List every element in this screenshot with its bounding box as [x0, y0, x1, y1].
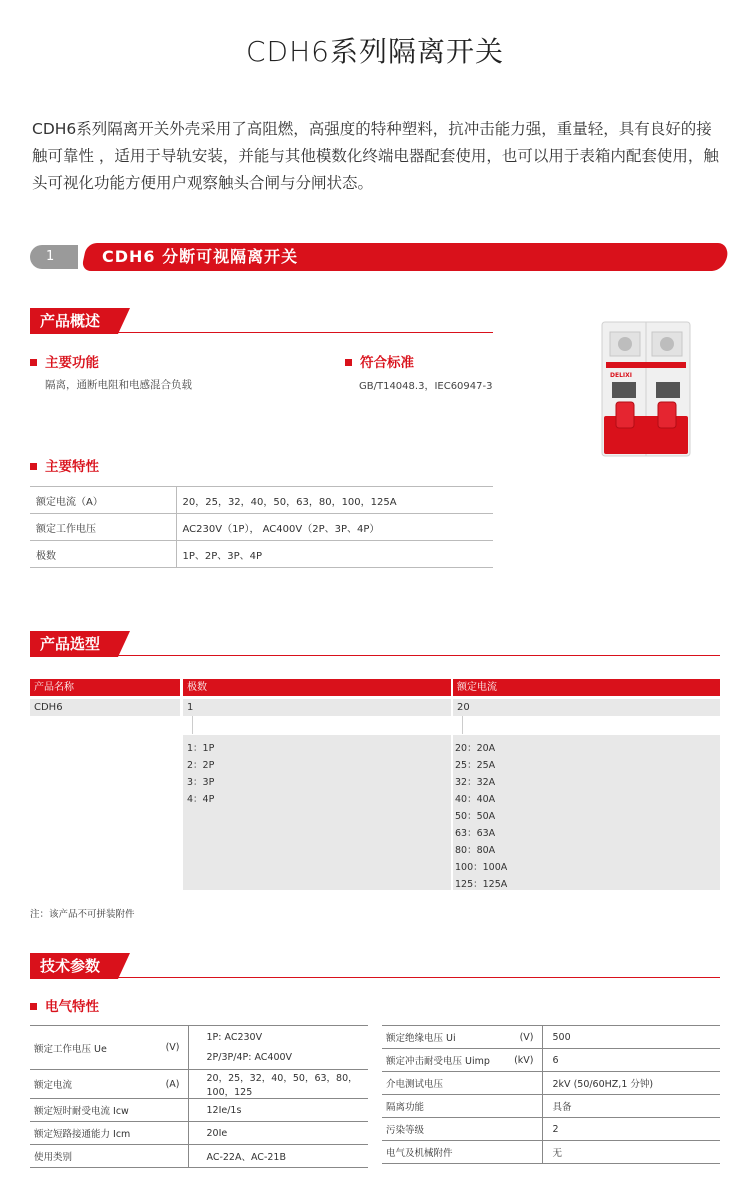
selection-header-poles: 极数	[183, 679, 451, 696]
feature-key: 极数	[30, 541, 176, 568]
intro-paragraph: CDH6系列隔离开关外壳采用了高阻燃，高强度的特种塑料，抗冲击能力强，重量轻，具有良好的接触可靠性 ，适用于导轨安装，并能与其他模数化终端电器配套使用，也可以用于表箱内配套使用，触头可视化功能方便用户观察触头合闸与分闸状态。	[32, 120, 719, 192]
tech-divider	[30, 977, 720, 978]
param-value	[188, 1026, 368, 1070]
list-item: 20：20A	[455, 743, 496, 754]
standard-text: GB/T14048.3，IEC60947-3	[359, 381, 493, 392]
list-item: 3：3P	[187, 777, 215, 788]
param-unit: (V)	[160, 1026, 188, 1070]
table-row	[382, 1026, 720, 1049]
brand-logo: DELIXI	[610, 372, 632, 379]
current-options	[453, 735, 720, 890]
selection-header-current: 额定电流	[453, 679, 720, 696]
param-value: 无	[542, 1141, 720, 1164]
table-row	[382, 1141, 720, 1164]
param-unit	[160, 1099, 188, 1122]
list-item: 2：2P	[187, 760, 215, 771]
page-title: CDH6系列隔离开关	[246, 35, 504, 68]
param-unit	[160, 1145, 188, 1168]
list-item: 50：50A	[455, 811, 496, 822]
selection-cell-current: 20	[453, 699, 720, 716]
param-name: 介电测试电压	[382, 1072, 502, 1095]
product-image	[596, 318, 696, 460]
list-item: 4：4P	[187, 794, 215, 805]
overview-divider	[30, 332, 493, 333]
section-title: CDH6 分断可视隔离开关	[102, 247, 299, 266]
selection-note: 注：该产品不可拼装附件	[30, 909, 135, 920]
connector-line	[462, 716, 463, 734]
param-name: 额定冲击耐受电压 Uimp	[382, 1049, 502, 1072]
electrical-heading: 电气特性	[30, 995, 99, 1015]
param-unit	[502, 1141, 542, 1164]
feature-value: AC230V（1P）， AC400V（2P、3P、4P）	[176, 514, 493, 541]
list-item: 100：100A	[455, 862, 508, 873]
param-unit	[502, 1095, 542, 1118]
selection-divider	[30, 655, 720, 656]
param-value: 2	[542, 1118, 720, 1141]
param-unit: (V)	[502, 1026, 542, 1049]
table-row	[30, 1122, 368, 1145]
electrical-table-right	[382, 1025, 720, 1164]
param-value: 2kV (50/60HZ,1 分钟)	[542, 1072, 720, 1095]
table-row	[30, 1070, 368, 1099]
param-name: 额定工作电压 Ue	[30, 1026, 160, 1070]
tech-tab: 技术参数	[30, 953, 118, 979]
section-number: 1	[30, 245, 78, 269]
list-item: 125：125A	[455, 879, 508, 890]
table-row	[30, 487, 493, 514]
main-function-heading: 主要功能	[30, 351, 99, 371]
param-name: 额定短时耐受电流 Icw	[30, 1099, 160, 1122]
table-row	[30, 1026, 368, 1070]
param-value: AC-22A、AC-21B	[188, 1145, 368, 1168]
list-item: 63：63A	[455, 828, 496, 839]
feature-value: 1P、2P、3P、4P	[176, 541, 493, 568]
feature-key: 额定电流（A）	[30, 487, 176, 514]
list-item: 32：32A	[455, 777, 496, 788]
overview-tab: 产品概述	[30, 308, 118, 334]
standard-heading: 符合标准	[345, 351, 414, 371]
param-name: 电气及机械附件	[382, 1141, 502, 1164]
list-item: 40：40A	[455, 794, 496, 805]
param-value: 500	[542, 1026, 720, 1049]
features-table	[30, 486, 493, 568]
feature-key: 额定工作电压	[30, 514, 176, 541]
list-item: 1：1P	[187, 743, 215, 754]
table-row	[30, 514, 493, 541]
param-value: 6	[542, 1049, 720, 1072]
param-value: 12Ie/1s	[188, 1099, 368, 1122]
param-name: 额定短路接通能力 Icm	[30, 1122, 160, 1145]
table-row	[382, 1072, 720, 1095]
table-row	[382, 1049, 720, 1072]
param-value: 具备	[542, 1095, 720, 1118]
table-row	[30, 1099, 368, 1122]
param-unit: (kV)	[502, 1049, 542, 1072]
selection-cell-poles: 1	[183, 699, 451, 716]
table-row	[30, 1145, 368, 1168]
param-name: 污染等级	[382, 1118, 502, 1141]
param-value: 20Ie	[188, 1122, 368, 1145]
param-name: 使用类别	[30, 1145, 160, 1168]
selection-tab: 产品选型	[30, 631, 118, 657]
param-unit	[160, 1122, 188, 1145]
poles-options	[183, 735, 451, 890]
param-value: 20，25，32，40，50，63，80，100，125	[188, 1070, 368, 1099]
main-function-text: 隔离，通断电阻和电感混合负载	[45, 379, 192, 391]
param-unit: (A)	[160, 1070, 188, 1099]
param-unit	[502, 1118, 542, 1141]
list-item: 80：80A	[455, 845, 496, 856]
param-name: 额定电流	[30, 1070, 160, 1099]
feature-value: 20，25，32，40，50，63，80，100，125A	[176, 487, 493, 514]
electrical-table-left	[30, 1025, 368, 1168]
list-item: 25：25A	[455, 760, 496, 771]
features-heading: 主要特性	[30, 455, 99, 475]
param-value-line: 1P: AC230V	[206, 1031, 263, 1043]
param-value-line: 2P/3P/4P: AC400V	[206, 1051, 293, 1063]
table-row	[382, 1095, 720, 1118]
param-name: 隔离功能	[382, 1095, 502, 1118]
table-row	[382, 1118, 720, 1141]
param-unit	[502, 1072, 542, 1095]
connector-line	[192, 716, 193, 734]
param-name: 额定绝缘电压 Ui	[382, 1026, 502, 1049]
table-row	[30, 541, 493, 568]
selection-header-name: 产品名称	[30, 679, 180, 696]
selection-cell-name: CDH6	[30, 699, 180, 716]
